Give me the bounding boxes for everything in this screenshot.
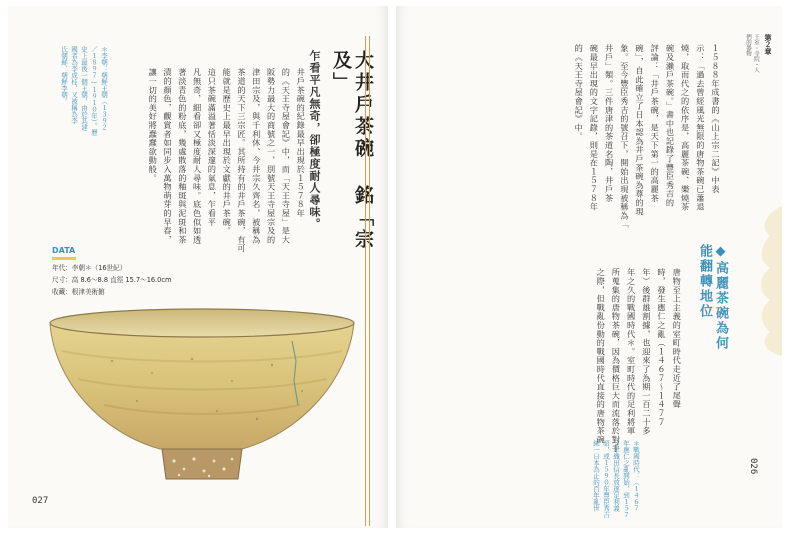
side-note-line: ／１８９７—１９１０年）。歷 xyxy=(90,46,98,136)
data-collection: 收藏：根津美術館 xyxy=(52,288,105,296)
body-column: 的《天王寺屋會記》中。 xyxy=(574,44,585,141)
side-note-line: 氏朝鮮、朝鮮李朝。 xyxy=(60,46,68,105)
page-number-left: 027 xyxy=(32,496,49,506)
side-note-line: 史上最後一個王朝，由於其建 xyxy=(80,46,88,131)
page-title: 大井戶茶碗 銘「宗及」 xyxy=(330,50,374,251)
body-column: 唐物至上主義的室町時代走近了尾聲 xyxy=(672,268,683,409)
body-column: 所蒐集的唐物茶碗，因為價格巨大而流落於對手 xyxy=(611,268,622,453)
body-column: 碗」，自此確立了日本認為井戶茶碗為尊的現 xyxy=(635,44,646,216)
body-column: 凡無奇，細看卻又極度耐人尋味。底色似如透 xyxy=(192,68,203,244)
side-note-line: 昭，或１５９０年豐臣秀吉 xyxy=(602,440,610,518)
body-column: 津田宗及，與千利休、今井宗久齊名，被稱為 xyxy=(251,68,262,244)
body-column: 井戶茶碗的紀錄最早出現於１５７８年 xyxy=(296,68,307,218)
side-note-line: ＊戰國時代：（１４６７ xyxy=(632,440,640,512)
page-number-right: 026 xyxy=(748,458,758,475)
body-column: 示：「過去曾經風光無限的唐物茶碗已蕭退 xyxy=(695,44,706,212)
side-note-line: 統一日本為止的百年亂世 xyxy=(592,440,600,512)
data-size: 尺寸：高 8.6～8.8 直徑 15.7～16.0cm xyxy=(52,276,172,284)
title-rule-1 xyxy=(365,36,366,526)
body-column: 井戶」類。三件唐津的茶道名陶，井戶茶 xyxy=(604,44,615,203)
chapter-subtitle: 王室・寺院・人們的器物 xyxy=(745,34,759,73)
scallop-edge-decoration xyxy=(752,206,782,356)
page-subtitle: 乍看平凡無奇，卻極度耐人尋味。 xyxy=(308,50,321,230)
side-note-sengoku xyxy=(592,440,640,530)
body-column: 茶道的天下三宗匠。其所持有的井戶茶碗，有可 xyxy=(236,68,247,253)
body-column: 之際，但戰亂份動的戰國時代直接的唐物茶碗 xyxy=(596,268,607,444)
body-column: 漬的顏色，觀賞者如同步入萬物萌芽的早春， xyxy=(163,68,173,244)
side-note-line: ３年織田信長放逐足利義 xyxy=(612,440,620,512)
body-column: 評論：「井戶茶碗，是天下第一的高麗茶 xyxy=(650,44,661,203)
right-body-text-top xyxy=(572,44,722,256)
right-page xyxy=(396,6,782,528)
body-column: 時，發生應仁之亂（１４６７〜１４７７ xyxy=(657,268,668,427)
body-column: 著淡青色的粉底，幾處散落的釉斑與泥斑和茶 xyxy=(177,68,188,244)
section-heading: ◆高麗茶碗為何能翻轉地位 xyxy=(697,244,728,351)
data-label: DATA xyxy=(52,246,76,255)
side-note-line: ＊李朝：朝鮮王朝（１３９２ xyxy=(100,46,108,131)
side-note-line: 國者為李成桂，又被稱為李 xyxy=(70,46,78,124)
body-column: 年之久的戰國時代＊。室町時代的足利將軍 xyxy=(626,268,637,436)
body-column: 碗最早出現的文字記錄，則是在１５７８年 xyxy=(589,44,600,212)
body-column: 阪勢力最大的商號之一，別號天王寺屋宗及的 xyxy=(266,68,277,244)
body-column: 年）後群雄割據，也迎來了為期一百二十多 xyxy=(641,268,652,436)
body-column: 這只茶碗滿溢著恬淡深邃的氣息，乍看平 xyxy=(207,68,218,227)
body-column: １５８８年成書的《山上宗二記》中表 xyxy=(711,44,722,194)
body-column: 碗及瀨戶茶碗。」書中也記錄了豐臣秀吉的 xyxy=(665,44,676,208)
left-page xyxy=(8,6,388,528)
chapter-tab xyxy=(744,34,773,74)
body-column: 能就是歷史上最早出現於文獻的井戶茶碗。 xyxy=(222,68,233,236)
data-era: 年代：李朝＊（16世紀） xyxy=(52,264,127,272)
body-column: 燒，取而代之的依序是，高麗茶碗、樂燒茶 xyxy=(680,44,691,212)
chapter-label: 第２章 xyxy=(764,34,772,55)
left-body-text xyxy=(146,68,307,268)
body-column: 的《天王寺屋會記》中，而「天王寺屋」是大 xyxy=(281,68,292,244)
body-column: 讓一切的美好將蠢蠢欲動般。 xyxy=(148,68,159,183)
side-note-line: 年應仁之亂開始，到１５７ xyxy=(622,440,630,518)
body-column: 象。至今豐臣秀吉的號召下，開始出現被稱為「 xyxy=(619,44,630,229)
tea-bowl-image xyxy=(42,301,362,491)
side-note-li-chao xyxy=(60,46,108,156)
title-rule-2 xyxy=(369,36,370,526)
data-underline xyxy=(52,257,76,260)
